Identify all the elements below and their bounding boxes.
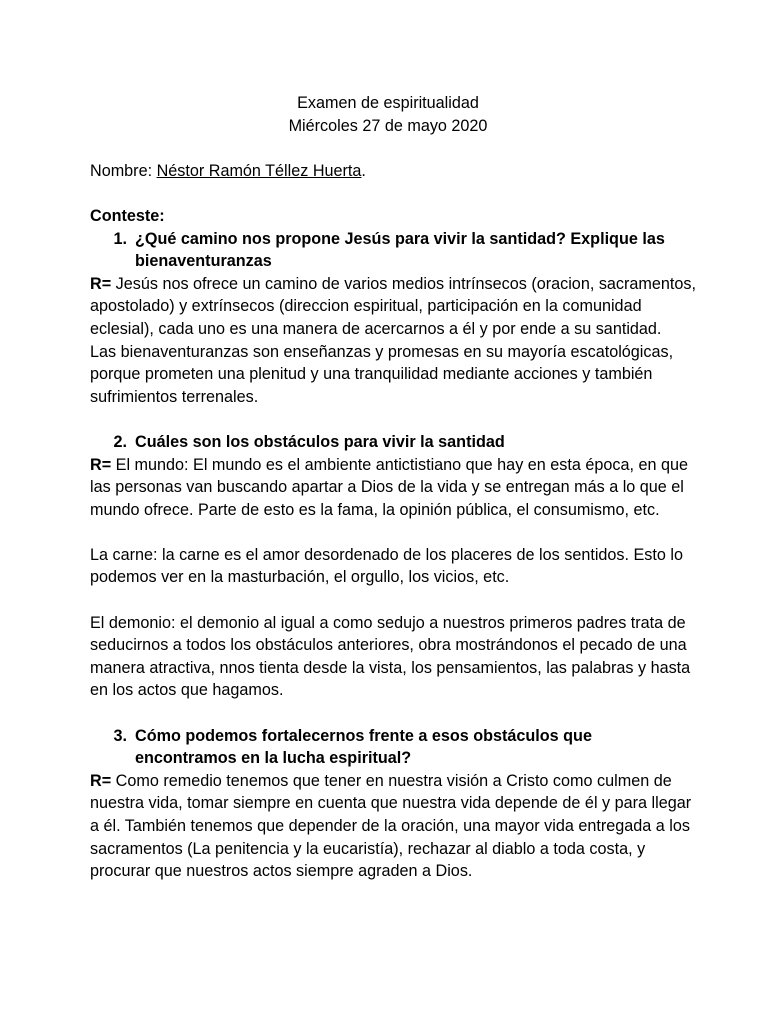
spacer xyxy=(90,137,698,160)
spacer xyxy=(90,702,698,725)
spacer xyxy=(90,408,698,431)
question-text: ¿Qué camino nos propone Jesús para vivir la santidad? Explique las bienaventuranzas xyxy=(135,229,665,271)
answer-2-paragraph-1 xyxy=(90,454,698,522)
answer-prefix: R= xyxy=(90,455,112,474)
spacer xyxy=(90,521,698,544)
question-number: 2. xyxy=(113,432,127,451)
question-1 xyxy=(90,228,698,273)
answer-1-paragraph-2: Las bienaventuranzas son enseñanzas y promesas en su mayoría escatológicas, porque prometen una plenitud y una tranquilidad mediante acciones y también sufrimientos terrenales. xyxy=(90,342,674,406)
name-value: Néstor Ramón Téllez Huerta xyxy=(156,161,362,180)
spacer xyxy=(90,182,698,205)
question-number: 1. xyxy=(113,229,127,248)
question-number: 3. xyxy=(113,726,127,745)
question-text: Cuáles son los obstáculos para vivir la santidad xyxy=(135,432,505,451)
document-title: Examen de espiritualidad xyxy=(297,94,479,112)
answer-2-paragraph-3: El demonio: el demonio al igual a como sedujo a nuestros primeros padres trata de seducirnos a todos los obstáculos anteriores, obra mostrándonos el pecado de una manera atractiva, nnos tienta desde la vista, los pensamientos, las palabras y hasta en los actos que hagamos. xyxy=(90,613,691,700)
answer-2-paragraph-2: La carne: la carne es el amor desordenado de los placeres de los sentidos. Esto lo podemos ver en la masturbación, el orgullo, los vicios, etc. xyxy=(90,545,683,587)
spacer xyxy=(90,589,698,612)
document-date: Miércoles 27 de mayo 2020 xyxy=(288,116,488,135)
answer-1-paragraph-1 xyxy=(90,273,698,341)
answer-3-paragraph-1 xyxy=(90,770,698,883)
answer-text: Como remedio tenemos que tener en nuestra visión a Cristo como culmen de nuestra vida, tomar siempre en cuenta que nuestra vida depende de él y para llegar a él. También tenemos que depender de la oración, una mayor vida entregada a los sacramentos (La penitencia y la eucaristía), rechazar al diablo a toda costa, y procurar que nuestros actos siempre agraden a Dios. xyxy=(90,771,692,881)
name-line xyxy=(90,160,698,183)
question-2 xyxy=(90,431,698,454)
name-period: . xyxy=(361,161,366,180)
question-text: Cómo podemos fortalecernos frente a esos obstáculos que encontramos en la lucha espiritual? xyxy=(135,726,592,768)
answer-text: El mundo: El mundo es el ambiente antictistiano que hay en esta época, en que las personas van buscando apartar a Dios de la vida y se entregan más a lo que el mundo ofrece. Parte de esto es la fama, la opinión pública, el consumismo, etc. xyxy=(90,455,688,519)
answer-prefix: R= xyxy=(90,771,112,790)
question-3 xyxy=(90,725,698,770)
instruction-heading: Conteste: xyxy=(90,206,165,225)
answer-prefix: R= xyxy=(90,274,112,293)
answer-text: Jesús nos ofrece un camino de varios medios intrínsecos (oracion, sacramentos, apostolado) y extrínsecos (direccion espiritual, participación en la comunidad eclesial), cada uno es una manera de acercarnos a él y por ende a su santidad. xyxy=(90,274,696,338)
name-label: Nombre: xyxy=(90,161,157,180)
